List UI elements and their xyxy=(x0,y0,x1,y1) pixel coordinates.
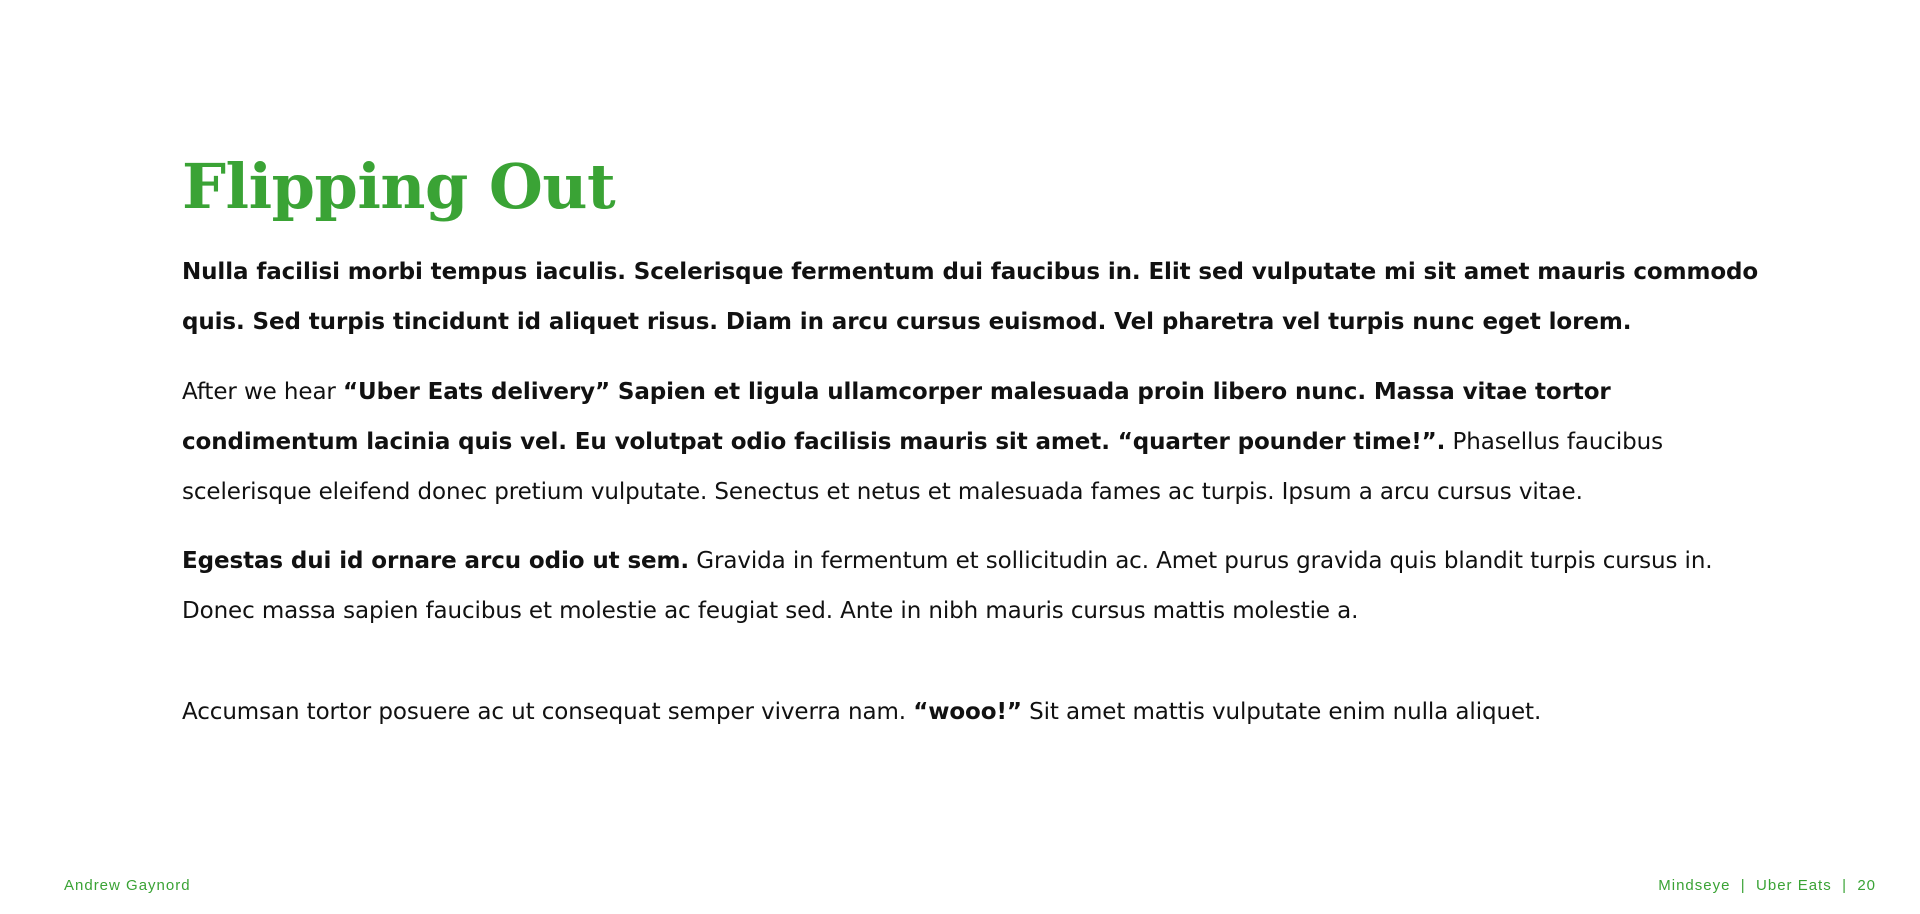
footer-client: Uber Eats xyxy=(1756,877,1832,894)
delivery-text-tail: Phasellus faucibus scelerisque eleifend donec pretium vulputate. Senectus et netus et malesuada fames ac turpis. Ipsum a arcu cursus vitae. xyxy=(182,429,1664,505)
egestas-paragraph xyxy=(182,536,1762,636)
delivery-text-lead: After we hear xyxy=(182,379,344,405)
intro-bold-text: Nulla facilisi morbi tempus iaculis. Scelerisque fermentum dui faucibus in. Elit sed vulputate mi sit amet mauris commodo quis. Sed turpis tincidunt id aliquet risus. Diam in arcu cursus euismod. Vel pharetra vel turpis nunc eget lorem. xyxy=(182,259,1759,335)
footer-company: Mindseye xyxy=(1658,877,1731,894)
intro-paragraph xyxy=(182,247,1762,347)
footer-page-info xyxy=(1658,877,1876,894)
accumsan-text-lead: Accumsan tortor posuere ac ut consequat semper viverra nam. xyxy=(182,699,914,725)
footer-separator: | xyxy=(1831,877,1858,894)
footer-separator: | xyxy=(1730,877,1757,894)
page-title: Flipping Out xyxy=(182,150,616,223)
footer-author: Andrew Gaynord xyxy=(64,877,191,894)
egestas-bold-text: Egestas dui id ornare arcu odio ut sem. xyxy=(182,548,690,574)
footer-page-number: 20 xyxy=(1857,877,1876,894)
accumsan-text-tail: Sit amet mattis vulputate enim nulla aliquet. xyxy=(1021,699,1542,725)
delivery-bold-text: “Uber Eats delivery” Sapien et ligula ullamcorper malesuada proin libero nunc. Massa vitae tortor condimentum lacinia quis vel. Eu volutpat odio facilisis mauris sit amet. “quarter pounder time!”. xyxy=(182,379,1611,455)
egestas-text: Gravida in fermentum et sollicitudin ac. Amet purus gravida quis blandit turpis cursus in. Donec massa sapien faucibus et molestie ac feugiat sed. Ante in nibh mauris cursus mattis molestie a. xyxy=(182,548,1713,624)
accumsan-bold-text: “wooo!” xyxy=(913,699,1022,725)
delivery-paragraph xyxy=(182,367,1762,517)
accumsan-paragraph xyxy=(182,687,1762,737)
